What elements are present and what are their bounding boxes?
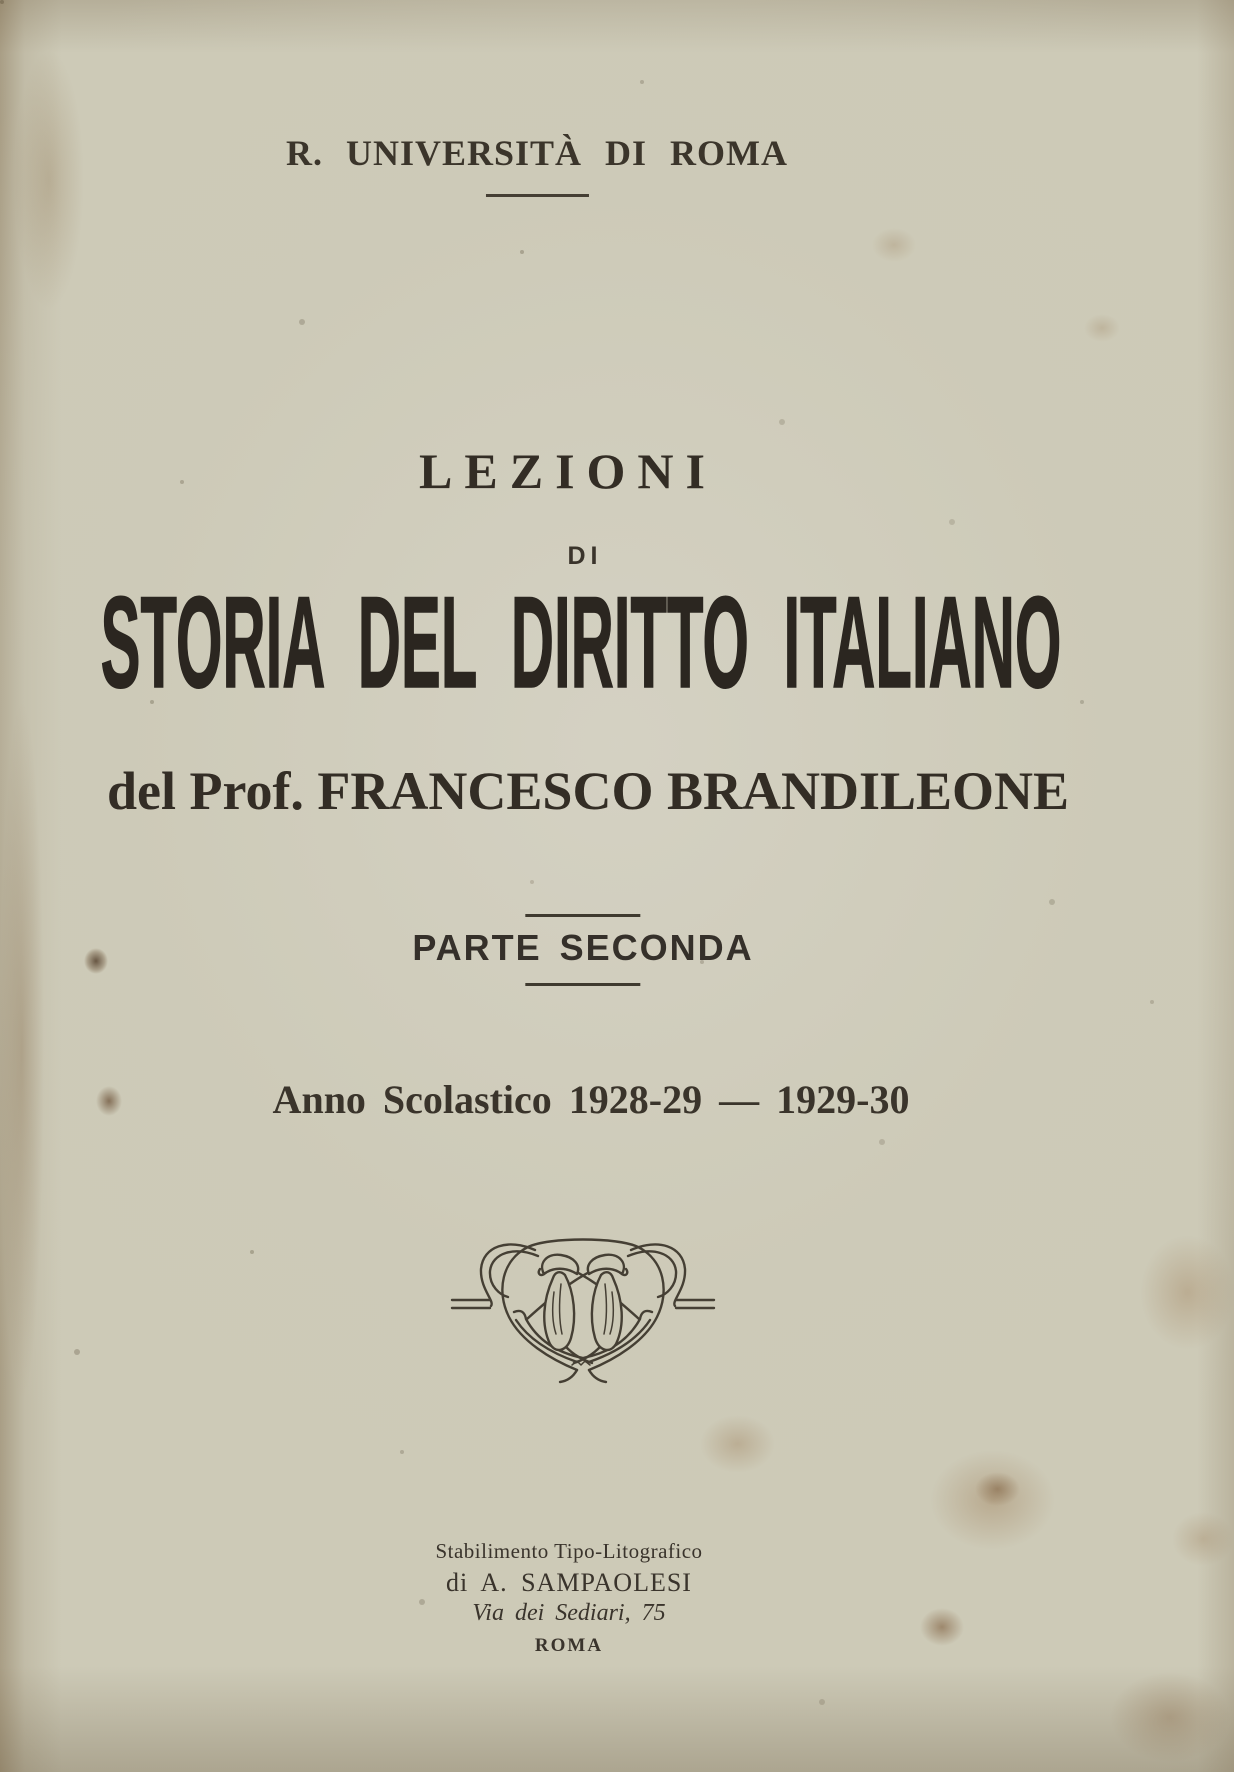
- part-rule-top: [525, 914, 640, 917]
- printers-device-icon: [450, 1222, 716, 1387]
- author-line: del Prof. FRANCESCO BRANDILEONE: [106, 761, 1070, 821]
- stain: [920, 1608, 964, 1646]
- stain: [1172, 1512, 1234, 1566]
- imprint-line-4: ROMA: [534, 1635, 604, 1656]
- stain: [872, 228, 916, 262]
- stain: [96, 1086, 122, 1116]
- part-block: [412, 914, 753, 986]
- academic-year: Anno Scolastico 1928-29 — 1929-30: [272, 1077, 910, 1122]
- imprint-line-1: Stabilimento Tipo-Litografico: [435, 1539, 703, 1563]
- series-title: LEZIONI: [419, 443, 717, 499]
- stain: [930, 1450, 1055, 1550]
- header-rule: [485, 194, 588, 197]
- stain: [700, 1415, 775, 1473]
- stain: [1140, 1235, 1234, 1350]
- part-label: PARTE SECONDA: [412, 927, 754, 968]
- series-connector: DI: [567, 542, 603, 570]
- main-title: STORIA DEL DIRITTO ITALIANO: [100, 569, 1062, 715]
- imprint-line-2: di A. SAMPAOLESI: [446, 1568, 692, 1597]
- stain: [975, 1472, 1020, 1506]
- part-rule-bottom: [525, 983, 640, 986]
- stain: [14, 50, 84, 310]
- university-name: R. UNIVERSITÀ DI ROMA: [285, 133, 789, 173]
- stain: [0, 700, 44, 1400]
- stain: [1110, 1672, 1230, 1762]
- imprint-line-3: Via dei Sediari, 75: [472, 1600, 666, 1626]
- stain: [84, 948, 108, 974]
- paper-specks: [0, 0, 4, 4]
- university-header: [286, 132, 788, 197]
- stain: [1084, 314, 1120, 342]
